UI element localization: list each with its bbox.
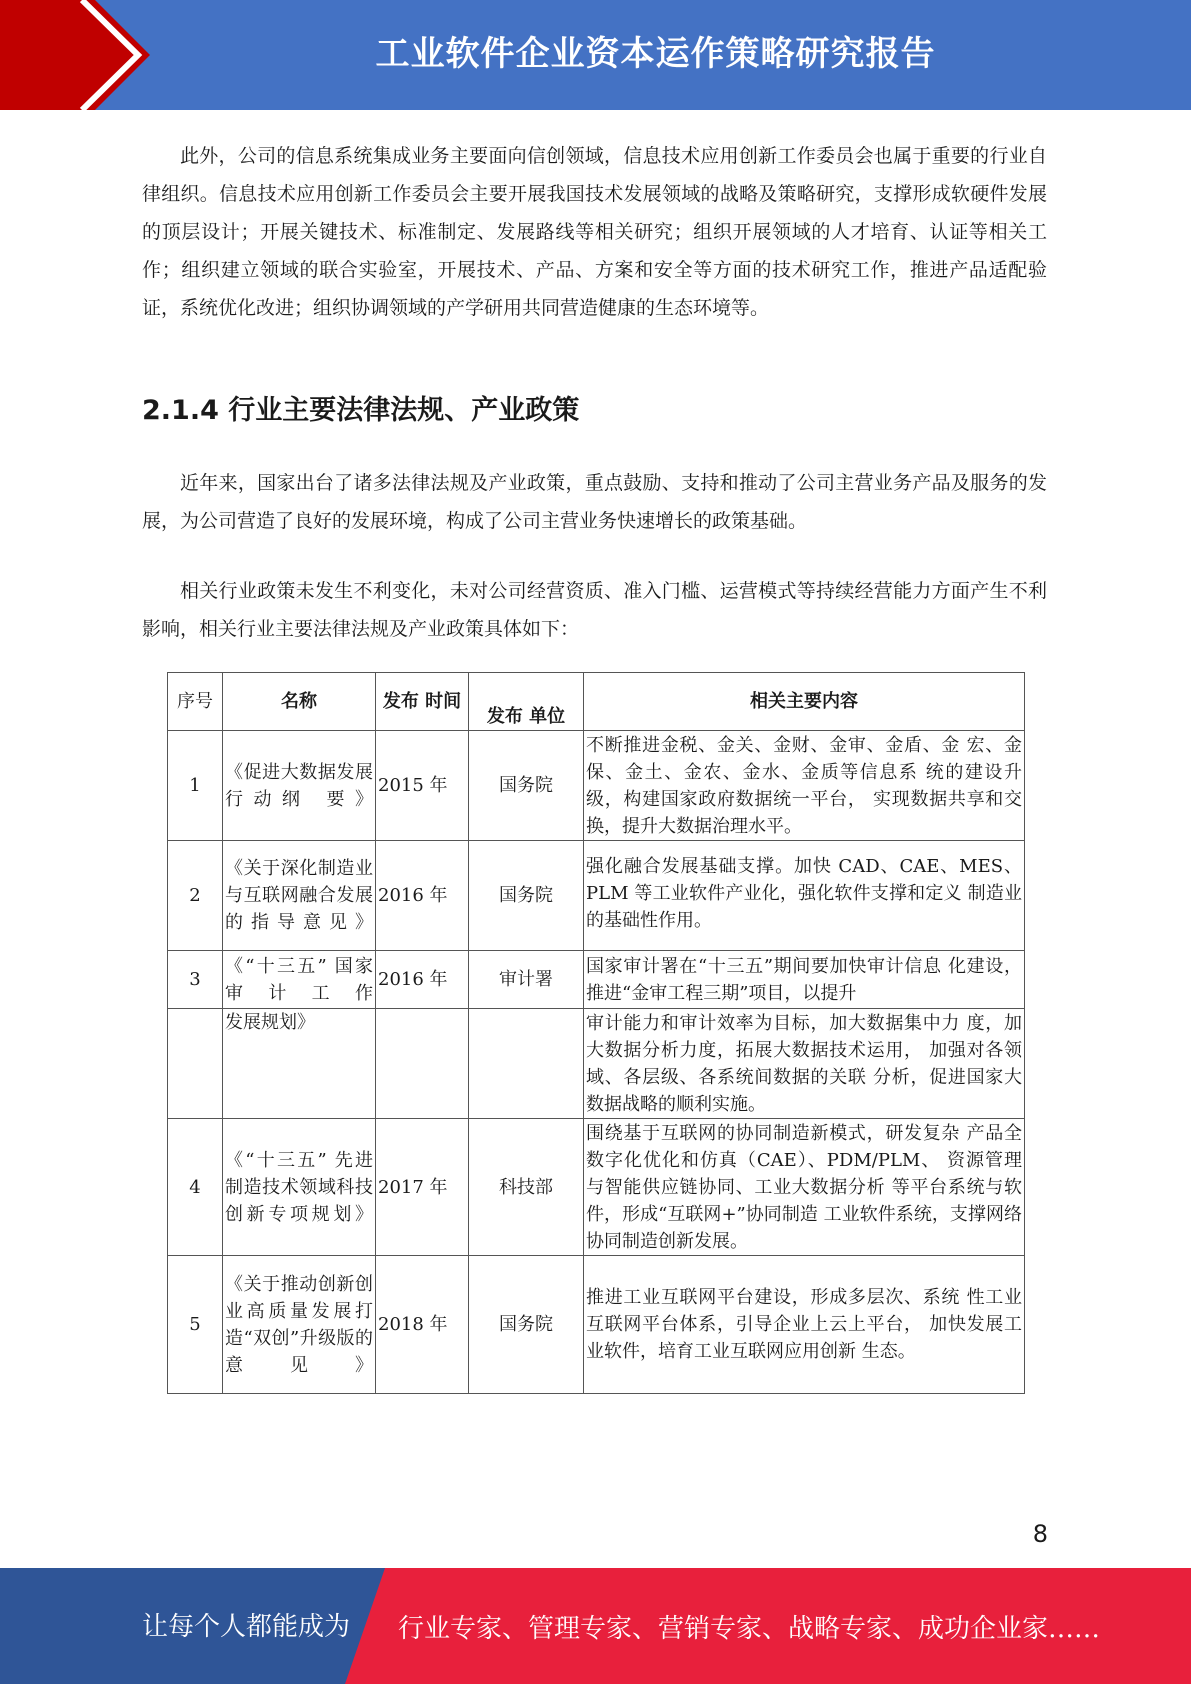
row-content: 围绕基于互联网的协同制造新模式，研发复杂 产品全数字化优化和仿真（CAE）、PDM/PLM、 资源管理与智能供应链协同、工业大数据分析 等平台系统与软件，形成“互联网+”协同制造 工业软件系统，支撑网络协同制造创新发展。 — [584, 1119, 1025, 1256]
row-unit: 国务院 — [469, 1256, 584, 1394]
table-row — [168, 1009, 1025, 1119]
row-unit: 科技部 — [469, 1119, 584, 1256]
row-unit — [469, 1009, 584, 1119]
header-time: 发布 时间 — [376, 673, 469, 731]
row-name: 《促进大数据发展行动纲 要》 — [223, 731, 376, 841]
row-unit: 国务院 — [469, 731, 584, 841]
row-no: 3 — [168, 951, 223, 1009]
row-name: 《关于深化制造业与互联网融合发展的指导意见》 — [223, 841, 376, 951]
table-row — [168, 1119, 1025, 1256]
table-header-row — [168, 673, 1025, 731]
header-no: 序号 — [168, 673, 223, 731]
row-no: 2 — [168, 841, 223, 951]
row-content: 强化融合发展基础支撑。加快 CAD、CAE、MES、PLM 等工业软件产业化，强化软件支撑和定义 制造业的基础性作用。 — [584, 841, 1025, 951]
row-unit: 审计署 — [469, 951, 584, 1009]
row-time: 2018 年 — [376, 1256, 469, 1394]
table-row — [168, 841, 1025, 951]
row-content: 不断推进金税、金关、金财、金审、金盾、金 宏、金保、金土、金农、金水、金质等信息系 统的建设升级，构建国家政府数据统一平台， 实现数据共享和交换，提升大数据治理水平。 — [584, 731, 1025, 841]
row-no — [168, 1009, 223, 1119]
row-content: 审计能力和审计效率为目标，加大数据集中力 度，加大数据分析力度，拓展大数据技术运用， 加强对各领域、各层级、各系统间数据的关联 分析，促进国家大数据战略的顺利实施。 — [584, 1009, 1025, 1119]
row-time: 2016 年 — [376, 951, 469, 1009]
policy-table — [167, 672, 1025, 1394]
row-name: 《“十三五” 国家审计工作 — [223, 951, 376, 1009]
table-row — [168, 951, 1025, 1009]
page-footer — [0, 1568, 1191, 1684]
row-unit: 国务院 — [469, 841, 584, 951]
table-row — [168, 1256, 1025, 1394]
header-content: 相关主要内容 — [584, 673, 1025, 731]
row-name: 《“十三五” 先进制造技术领域科技创新专项规划》 — [223, 1119, 376, 1256]
row-time: 2016 年 — [376, 841, 469, 951]
row-content: 推进工业互联网平台建设，形成多层次、系统 性工业互联网平台体系，引导企业上云上平台， 加快发展工业软件，培育工业互联网应用创新 生态。 — [584, 1256, 1025, 1394]
header-name: 名称 — [223, 673, 376, 731]
row-time — [376, 1009, 469, 1119]
row-time: 2017 年 — [376, 1119, 469, 1256]
row-name: 《关于推动创新创业高质量发展打造“双创”升级版的意见》 — [223, 1256, 376, 1394]
paragraph-policy-intro: 相关行业政策未发生不利变化，未对公司经营资质、准入门槛、运营模式等持续经营能力方面产生不利影响，相关行业主要法律法规及产业政策具体如下： — [142, 580, 1047, 640]
row-no: 5 — [168, 1256, 223, 1394]
page-header — [0, 0, 1191, 110]
paragraph-intro: 此外，公司的信息系统集成业务主要面向信创领域，信息技术应用创新工作委员会也属于重要的行业自律组织。信息技术应用创新工作委员会主要开展我国技术发展领域的战略及策略研究，支撑形成软硬件发展的顶层设计；开展关键技术、标准制定、发展路线等相关研究；组织开展领域的人才培育、认证等相关工作；组织建立领域的联合实验室，开展技术、产品、方案和安全等方面的技术研究工作，推进产品适配验证，系统优化改进；组织协调领域的产学研用共同营造健康的生态环境等。 — [142, 145, 1047, 319]
row-no: 1 — [168, 731, 223, 841]
header-unit: 发布 单位 — [469, 673, 584, 731]
row-time: 2015 年 — [376, 731, 469, 841]
paragraph-policy-overview: 近年来，国家出台了诸多法律法规及产业政策，重点鼓励、支持和推动了公司主营业务产品及服务的发展，为公司营造了良好的发展环境，构成了公司主营业务快速增长的政策基础。 — [142, 472, 1047, 532]
document-title: 工业软件企业资本运作策略研究报告 — [375, 34, 936, 74]
section-heading: 2.1.4 行业主要法律法规、产业政策 — [142, 395, 580, 426]
row-content: 国家审计署在“十三五”期间要加快审计信息 化建设，推进“金审工程三期”项目，以提升 — [584, 951, 1025, 1009]
footer-slogan-right: 行业专家、管理专家、营销专家、战略专家、成功企业家…… — [398, 1614, 1101, 1644]
table-row — [168, 731, 1025, 841]
row-no: 4 — [168, 1119, 223, 1256]
footer-slogan-left: 让每个人都能成为 — [142, 1612, 351, 1642]
header-chevron-decoration — [0, 0, 160, 110]
page-number: 8 — [1032, 1520, 1048, 1548]
row-name: 发展规划》 — [223, 1009, 376, 1119]
